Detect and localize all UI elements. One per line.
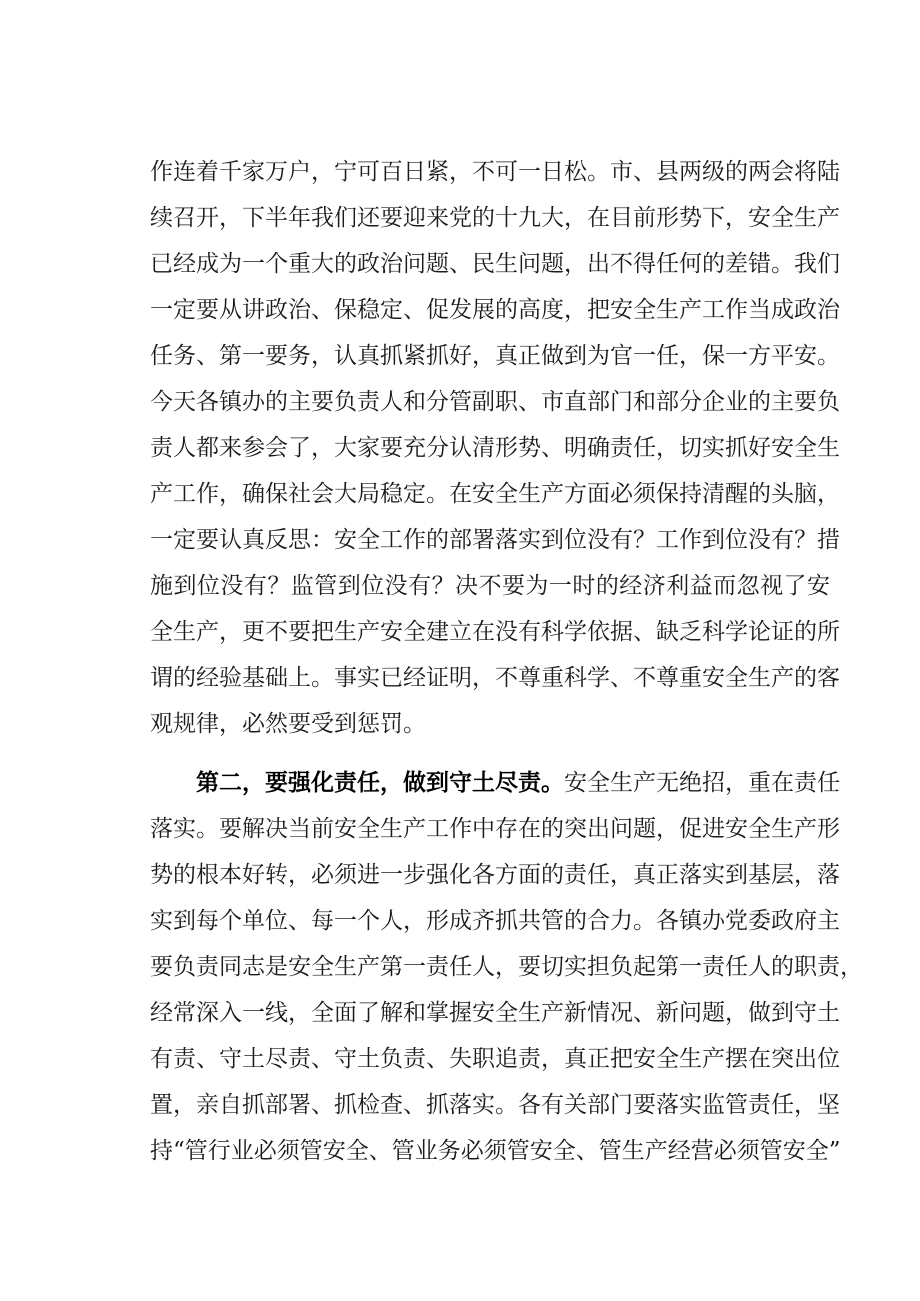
text-line: 任务、第一要务，认真抓紧抓好，真正做到为官一任，保一方平安。 [150,343,840,369]
text-line: 持“管行业必须管安全、管业务必须管安全、管生产经营必须管安全” [150,1138,841,1164]
text-line: 有责、守土尽责、守土负责、失职追责，真正把安全生产摆在突出位 [150,1046,840,1072]
text-line: 经常深入一线，全面了解和掌握安全生产新情况、新问题，做到守土 [150,1000,840,1026]
text-line: 一定要从讲政治、保稳定、促发展的高度，把安全生产工作当成政治 [150,297,840,323]
text-line: 观规律，必然要受到惩罚。 [150,711,426,737]
text-line: 作连着千家万户，宁可百日紧，不可一日松。市、县两级的两会将陆 [150,159,840,185]
first-line-text: 安全生产无绝招，重在责任 [564,770,840,796]
text-line: 势的根本好转，必须进一步强化各方面的责任，真正落实到基层，落 [150,862,840,888]
text-line: 要负责同志是安全生产第一责任人，要切实担负起第一责任人的职责， [150,954,863,980]
text-line: 续召开，下半年我们还要迎来党的十九大，在目前形势下，安全生产 [150,205,840,231]
text-line: 施到位没有？监管到位没有？决不要为一时的经济利益而忽视了安 [150,573,830,599]
text-line: 谓的经验基础上。事实已经证明，不尊重科学、不尊重安全生产的客 [150,665,840,691]
text-line: 今天各镇办的主要负责人和分管副职、市直部门和部分企业的主要负 [150,389,840,415]
text-line: 实到每个单位、每一个人，形成齐抓共管的合力。各镇办党委政府主 [150,908,840,934]
text-line: 责人都来参会了，大家要充分认清形势、明确责任，切实抓好安全生 [150,435,840,461]
text-line: 一定要认真反思：安全工作的部署落实到位没有？工作到位没有？措 [150,527,840,553]
text-line: 落实。要解决当前安全生产工作中存在的突出问题，促进安全生产形 [150,816,840,842]
text-line: 全生产，更不要把生产安全建立在没有科学依据、缺乏科学论证的所 [150,619,840,645]
text-line: 置，亲自抓部署、抓检查、抓落实。各有关部门要落实监管责任，坚 [150,1092,840,1118]
paragraph-2-first-line [196,766,840,800]
text-line: 已经成为一个重大的政治问题、民生问题，出不得任何的差错。我们 [150,251,840,277]
text-line: 产工作，确保社会大局稳定。在安全生产方面必须保持清醒的头脑， [150,481,840,507]
section-heading: 第二，要强化责任，做到守土尽责。 [196,769,564,796]
